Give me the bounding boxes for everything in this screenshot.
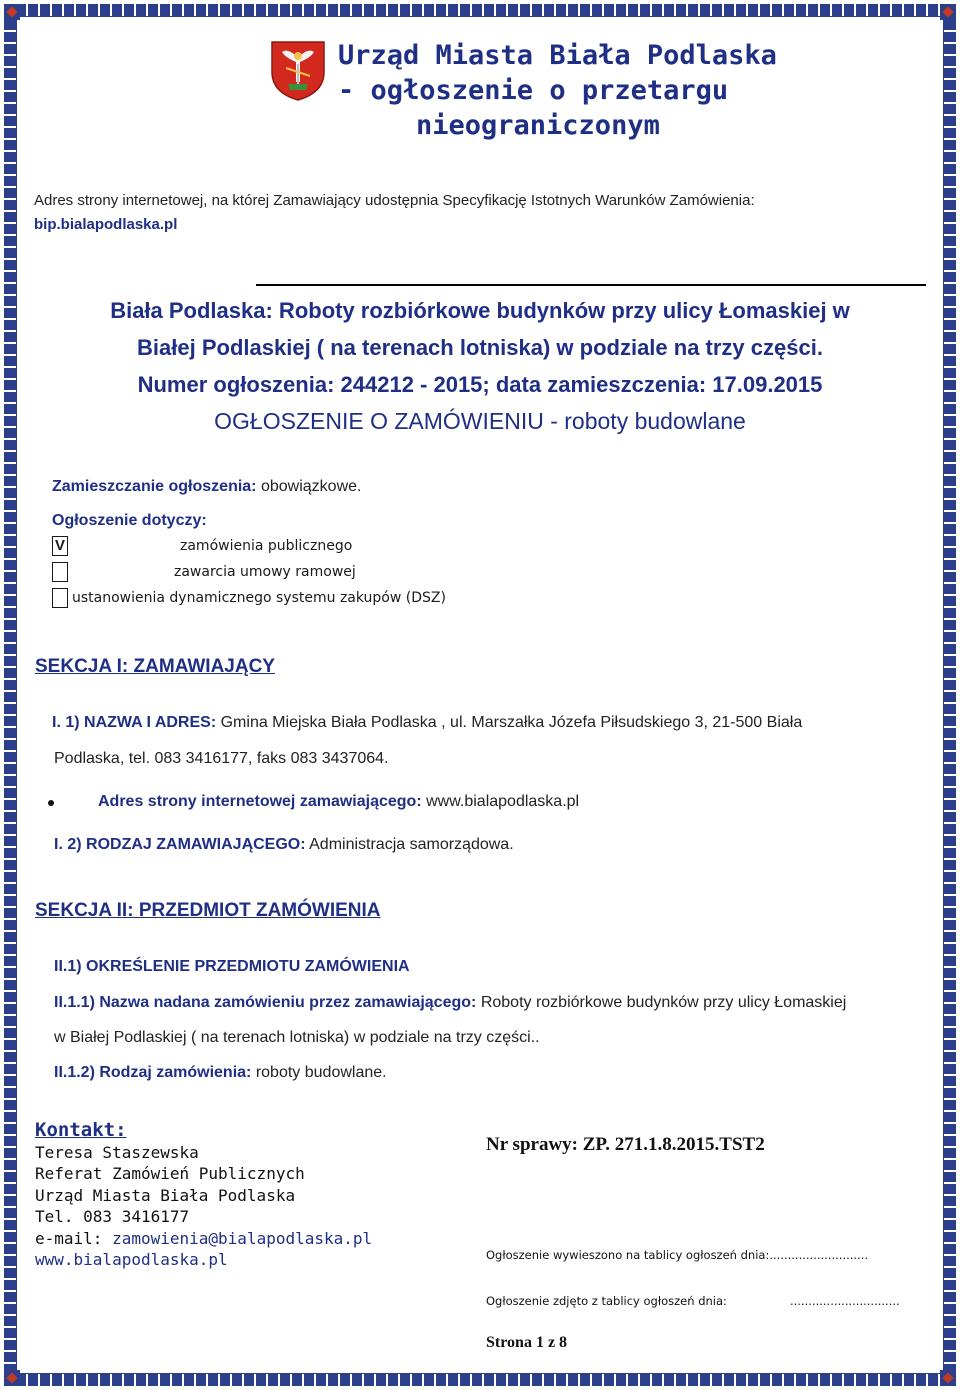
contracting-authority: [52, 714, 802, 732]
title-line: Urząd Miasta Biała Podlaska: [338, 40, 777, 71]
case-number: Nr sprawy: ZP. 271.1.8.2015.TST2: [486, 1134, 765, 1155]
order-kind: [54, 1064, 387, 1082]
contact-email-line: [35, 1228, 372, 1250]
headline-line: Numer ogłoszenia: 244212 - 2015; data zamieszczenia: 17.09.2015: [137, 372, 823, 397]
removed-label: Ogłoszenie zdjęto z tablicy ogłoszeń dnia:: [486, 1294, 727, 1308]
order-kind-label: II.1.2) Rodzaj zamówienia:: [54, 1064, 252, 1081]
title-line: - ogłoszenie o przetargu: [338, 75, 729, 106]
authority-type-value: Administracja samorządowa.: [309, 836, 514, 853]
subsection-heading: [54, 958, 410, 976]
removed-dots: ..............................: [790, 1294, 900, 1308]
placement-label: Zamieszczanie ogłoszenia:: [52, 478, 257, 495]
coat-of-arms-icon: [268, 38, 328, 102]
authority-website: [98, 793, 579, 811]
corner-ornament: [4, 4, 20, 20]
bullet-icon: [48, 800, 54, 806]
order-name-cont: w Białej Podlaskiej ( na terenach lotniska) w podziale na trzy części..: [54, 1029, 540, 1046]
headline-line: Białej Podlaskiej ( na terenach lotniska) w podziale na trzy części.: [137, 335, 823, 360]
divider: [256, 284, 926, 286]
authority-label: I. 1) NAZWA I ADRES:: [52, 714, 217, 731]
contact-phone: Tel. 083 3416177: [35, 1207, 190, 1226]
placement-line: [52, 478, 361, 496]
posted-line: [486, 1248, 868, 1262]
order-name: [54, 994, 846, 1012]
bip-description: Adres strony internetowej, na której Zamawiający udostępnia Specyfikację Istotnych Warunków Zamówienia:: [34, 192, 755, 209]
notice-type: OGŁOSZENIE O ZAMÓWIENIU - roboty budowlane: [214, 408, 746, 434]
section-heading: SEKCJA II: PRZEDMIOT ZAMÓWIENIA: [35, 900, 381, 921]
checkbox-dsz[interactable]: [52, 588, 68, 608]
authority-value: Gmina Miejska Biała Podlaska , ul. Marszałka Józefa Piłsudskiego 3, 21-500 Biała: [220, 714, 803, 731]
contact-block: [35, 1120, 372, 1271]
checkbox-label: zamówienia publicznego: [180, 538, 353, 554]
order-name-label: II.1.1) Nazwa nadana zamówieniu przez zamawiającego:: [54, 994, 477, 1011]
page-title: [338, 38, 808, 143]
contact-email-link[interactable]: zamowienia@bialapodlaska.pl: [112, 1228, 373, 1248]
title-line: nieograniczonym: [416, 110, 660, 141]
contact-email-label: e-mail:: [35, 1228, 103, 1248]
website-label: Adres strony internetowej zamawiającego:: [98, 793, 422, 810]
website-value[interactable]: www.bialapodlaska.pl: [426, 793, 580, 810]
concerns-label-text: Ogłoszenie dotyczy:: [52, 512, 207, 529]
order-name-value: Roboty rozbiórkowe budynków przy ulicy Łomaskiej: [480, 994, 847, 1011]
section-heading: SEKCJA I: ZAMAWIAJĄCY: [35, 656, 275, 677]
page-number: Strona 1 z 8: [486, 1334, 568, 1351]
posted-dots: ...........................: [769, 1248, 869, 1262]
corner-ornament: [940, 4, 956, 20]
authority-type-label: I. 2) RODZAJ ZAMAWIAJĄCEGO:: [54, 836, 306, 853]
posted-label: Ogłoszenie wywieszono na tablicy ogłoszeń dnia:: [486, 1248, 770, 1262]
checkbox-public-order[interactable]: V: [52, 536, 68, 556]
corner-ornament: [940, 1370, 956, 1386]
checkbox-label: ustanowienia dynamicznego systemu zakupów (DSZ): [72, 590, 446, 606]
order-kind-value: roboty budowlane.: [255, 1064, 387, 1081]
bip-link[interactable]: bip.bialapodlaska.pl: [34, 216, 178, 233]
authority-type: [54, 836, 514, 854]
checkbox-label: zawarcia umowy ramowej: [174, 564, 356, 580]
corner-ornament: [4, 1370, 20, 1386]
contact-website-link[interactable]: www.bialapodlaska.pl: [35, 1250, 228, 1269]
checkbox-framework[interactable]: [52, 562, 68, 582]
contact-department: Referat Zamówień Publicznych: [35, 1164, 305, 1183]
placement-value: obowiązkowe.: [260, 478, 362, 495]
contact-person: Teresa Staszewska: [35, 1142, 199, 1162]
headline-line: Biała Podlaska: Roboty rozbiórkowe budynków przy ulicy Łomaskiej w: [110, 298, 850, 323]
concerns-label: [52, 512, 207, 530]
authority-value-cont: Podlaska, tel. 083 3416177, faks 083 3437064.: [54, 750, 389, 767]
contact-office: Urząd Miasta Biała Podlaska: [35, 1185, 296, 1205]
contact-heading: Kontakt:: [35, 1119, 127, 1141]
subsection-heading-text: II.1) OKREŚLENIE PRZEDMIOTU ZAMÓWIENIA: [54, 958, 410, 975]
removed-line: [486, 1294, 727, 1308]
